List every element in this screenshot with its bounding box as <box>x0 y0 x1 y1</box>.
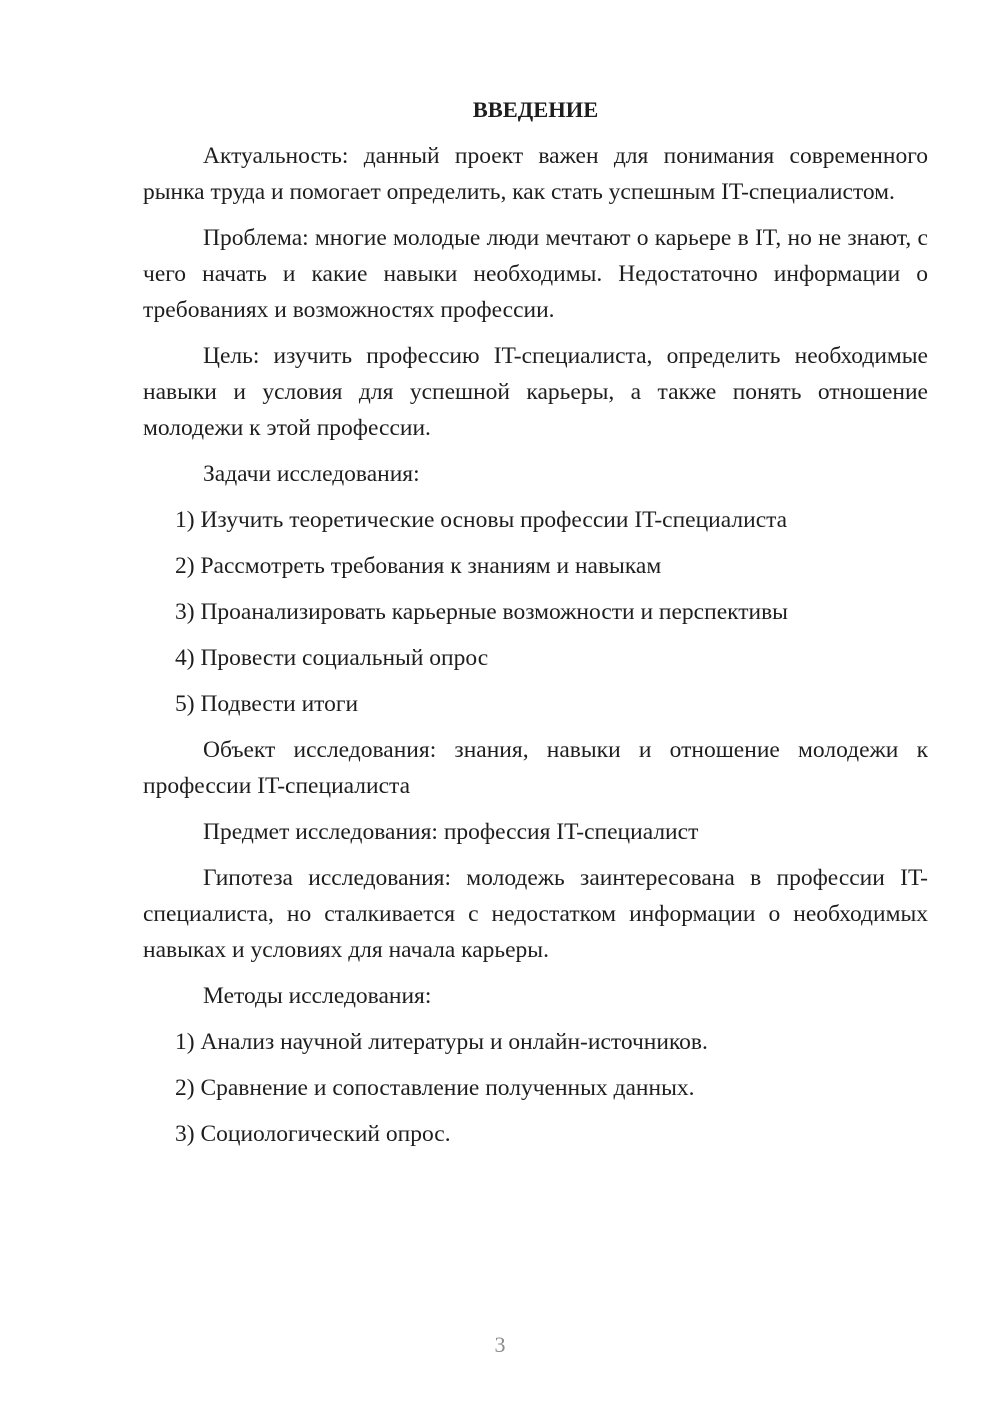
subject-paragraph: Предмет исследования: профессия IT-специалист <box>203 819 699 845</box>
goal-paragraph: Цель: изучить профессию IT-специалиста, определить необходимые навыки и условия для успешной карьеры, а также понять отношение молодежи к этой профессии. <box>143 343 928 441</box>
task-item: 5) Подвести итоги <box>175 691 359 717</box>
method-item: 3) Социологический опрос. <box>175 1121 451 1147</box>
problem-paragraph: Проблема: многие молодые люди мечтают о карьере в IT, но не знают, с чего начать и какие навыки необходимы. Недостаточно информации о требованиях и возможностях профессии. <box>143 225 928 323</box>
task-item: 2) Рассмотреть требования к знаниям и навыкам <box>175 553 662 579</box>
relevance-paragraph: Актуальность: данный проект важен для понимания современного рынка труда и помогает определить, как стать успешным IT-специалистом. <box>143 143 928 205</box>
hypothesis-paragraph: Гипотеза исследования: молодежь заинтересована в профессии IT-специалиста, но сталкивается с недостатком информации о необходимых навыках и условиях для начала карьеры. <box>143 865 928 963</box>
method-item: 1) Анализ научной литературы и онлайн-источников. <box>175 1029 708 1055</box>
document-body <box>143 92 928 1162</box>
page-number: 3 <box>494 1332 506 1357</box>
method-item: 2) Сравнение и сопоставление полученных данных. <box>175 1075 695 1101</box>
tasks-heading: Задачи исследования: <box>203 461 420 487</box>
task-item: 3) Проанализировать карьерные возможности и перспективы <box>175 599 788 625</box>
task-item: 4) Провести социальный опрос <box>175 645 489 671</box>
methods-heading: Методы исследования: <box>203 983 432 1009</box>
task-item: 1) Изучить теоретические основы профессии IT-специалиста <box>175 507 788 533</box>
section-title: ВВЕДЕНИЕ <box>472 97 599 122</box>
object-paragraph: Объект исследования: знания, навыки и отношение молодежи к профессии IT-специалиста <box>143 737 928 799</box>
